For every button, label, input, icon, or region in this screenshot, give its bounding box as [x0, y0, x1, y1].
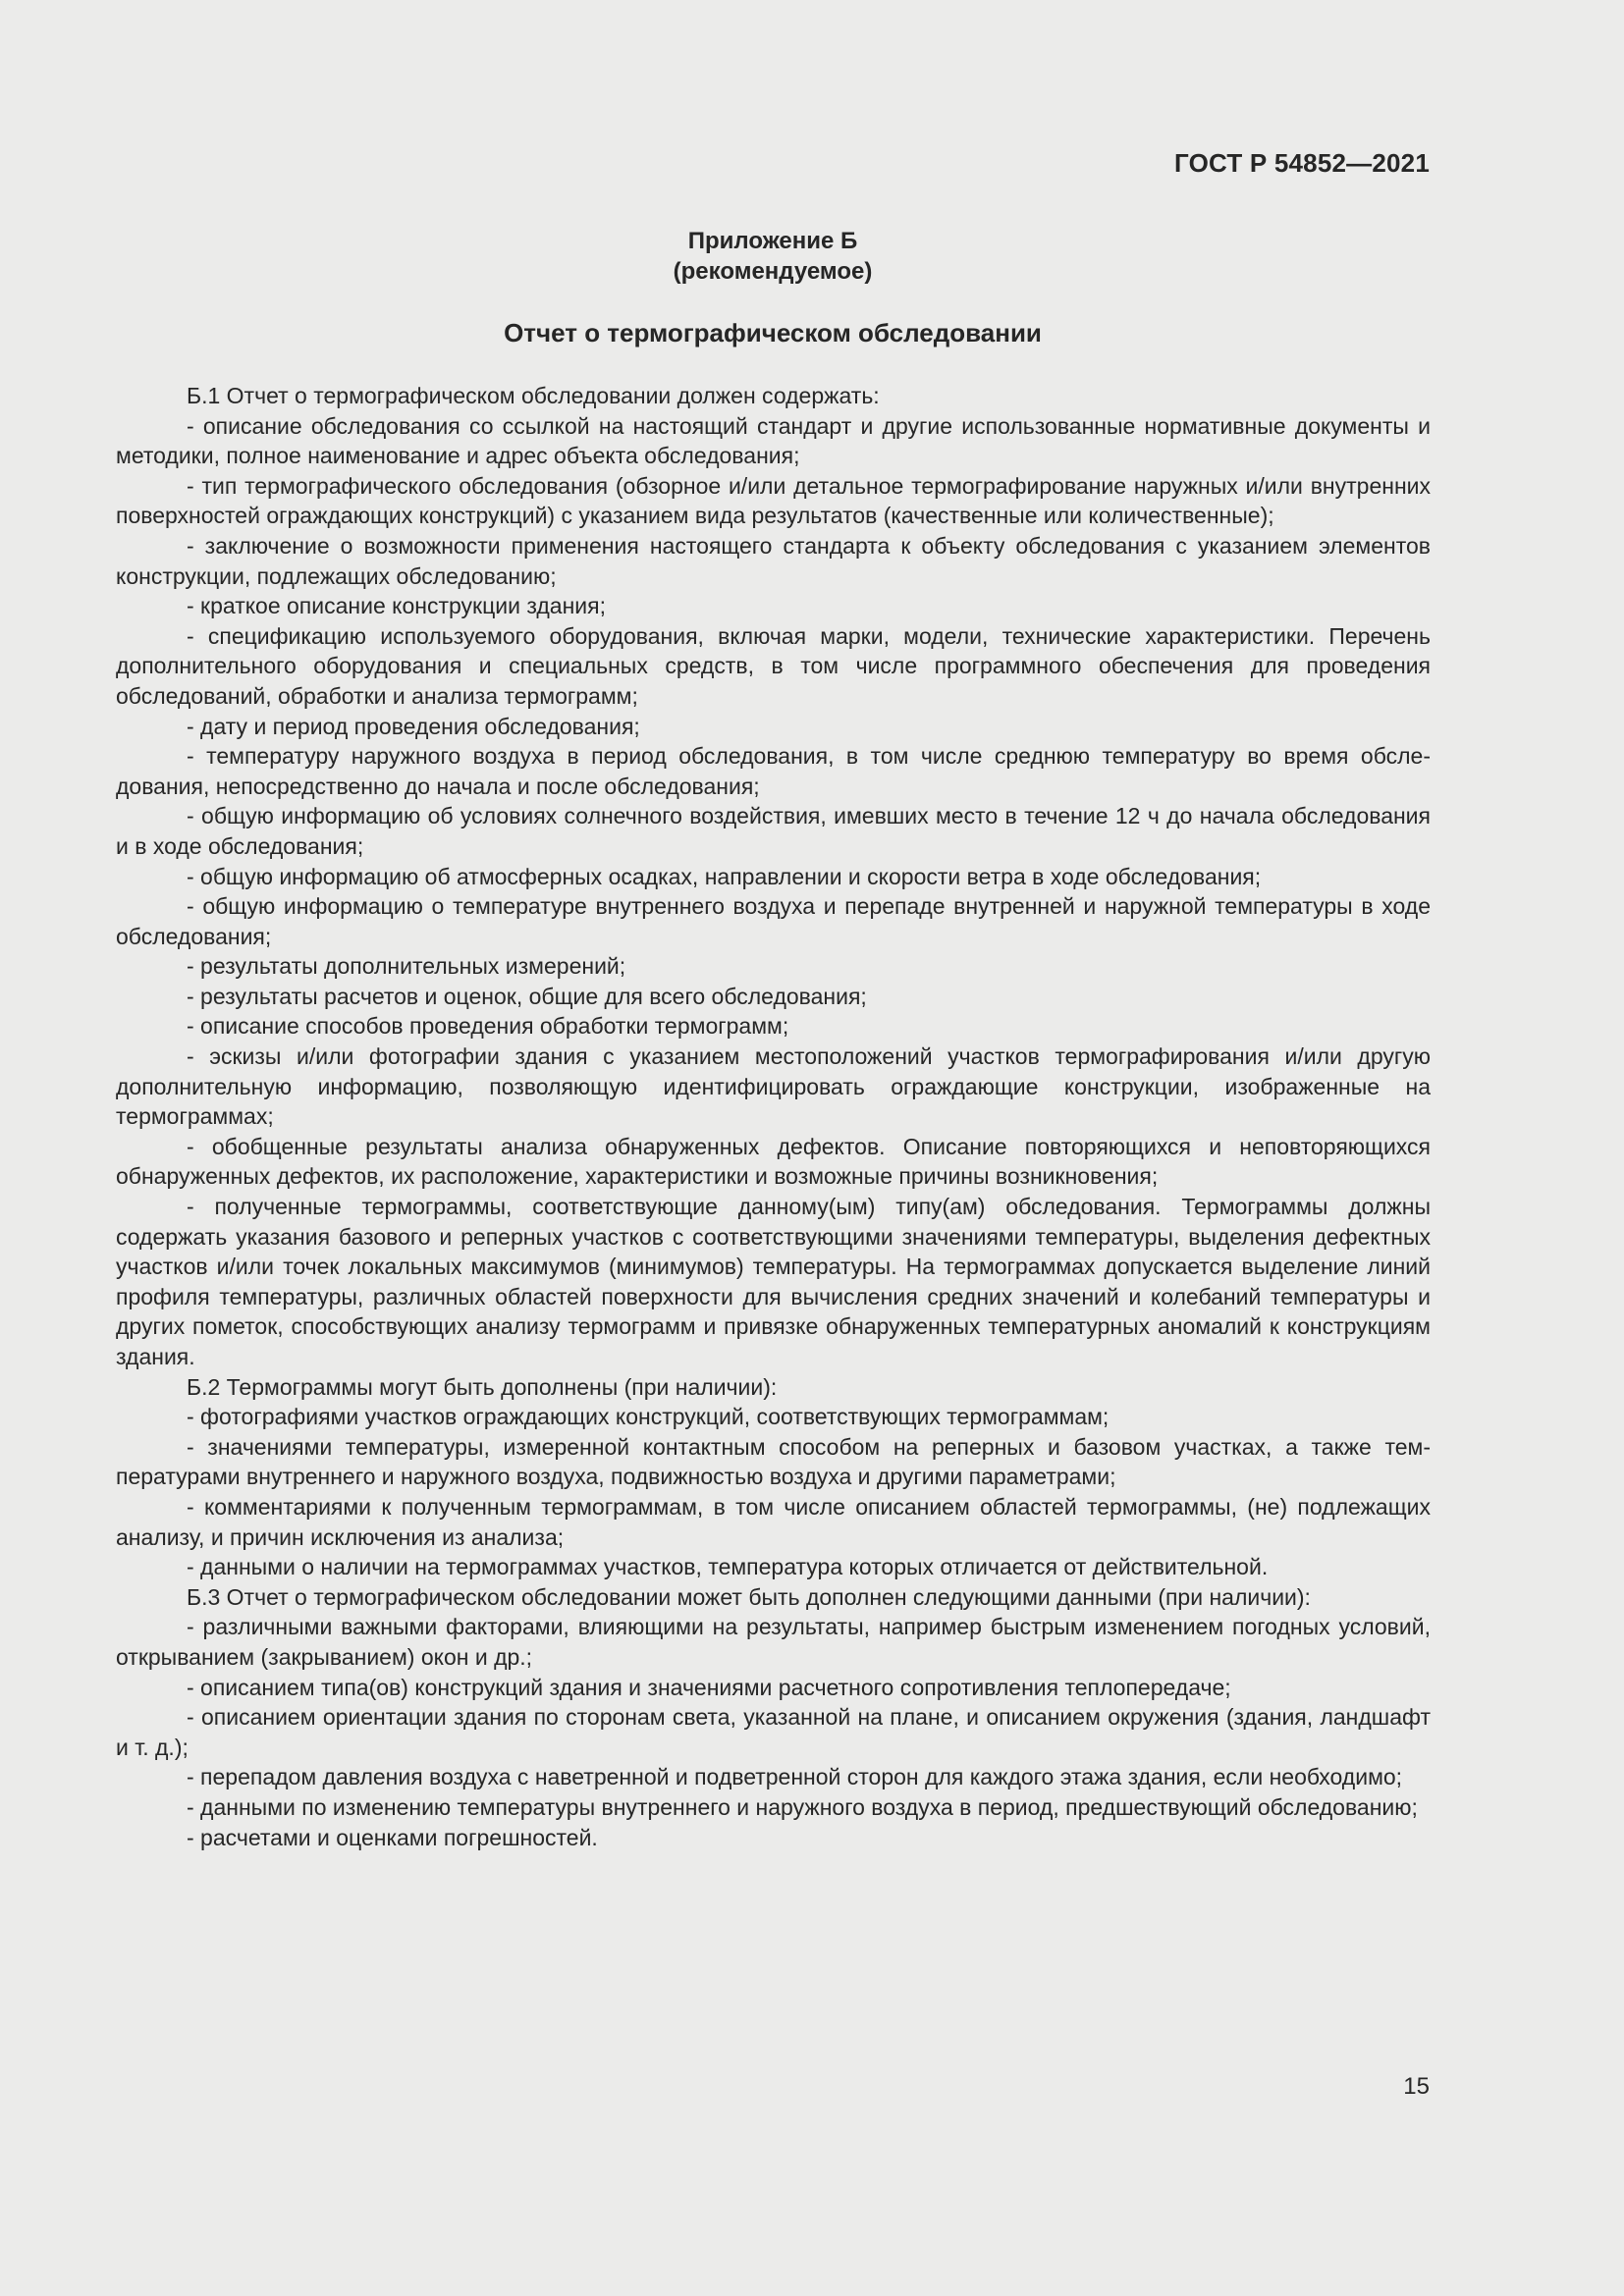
list-item: - данными по изменению температуры внутреннего и наружного воздуха в период, предшествующий обследованию; — [187, 1793, 1418, 1820]
list-item: - описанием типа(ов) конструкций здания и значениями расчетного сопротивления теплопередаче; — [187, 1674, 1231, 1700]
paragraph: Б.2 Термограммы могут быть дополнены (при наличии): — [187, 1373, 778, 1400]
list-item: - перепадом давления воздуха с наветренной и подветренной сторон для каждого этажа здания, если необходимо; — [187, 1764, 1403, 1790]
list-item: - значениями температуры, измеренной контактным способом на реперных и базовом участках, а также температурами внутреннего и наружного воздуха, подвижностью воздуха и другими параметрами; — [116, 1433, 1431, 1490]
list-item: - дату и период проведения обследования; — [187, 713, 640, 739]
list-item: - обобщенные результаты анализа обнаруженных дефектов. Описание повторяющихся и неповторяющихся обнаруженных дефектов, их расположение, характеристики и возможные причины возникновения; — [116, 1133, 1431, 1190]
section-title: Отчет о термографическом обследовании — [504, 318, 1042, 347]
list-item: - заключение о возможности применения настоящего стандарта к объекту обследования с указанием элементов конструкции, подлежащих обследованию; — [116, 532, 1431, 589]
list-item: - краткое описание конструкции здания; — [187, 593, 606, 619]
list-item: - общую информацию об условиях солнечного воздействия, имевших место в течение 12 ч до начала обследования и в ходе обследования; — [116, 803, 1431, 859]
list-item: - тип термографического обследования (обзорное и/или детальное термографирование наружных и/или внутренних поверхностей ограждающих конструкций) с указанием вида результатов (качественные или количественные); — [116, 472, 1431, 529]
list-item: - температуру наружного воздуха в период обследования, в том числе среднюю температуру во время обследования, непосредственно до начала и после обследования; — [116, 743, 1431, 799]
list-item: - эскизы и/или фотографии здания с указанием местоположений участков термографирования и/или другую дополнительную информацию, позволяющую идентифицировать ограждающие конструкции, изображенные на термограммах; — [116, 1043, 1431, 1130]
list-item: - спецификацию используемого оборудования, включая марки, модели, технические характеристики. Перечень дополнительного оборудования и специальных средств, в том числе программного обеспечения для проведения обследований, обработки и анализа термограмм; — [116, 622, 1431, 709]
paragraph: Б.3 Отчет о термографическом обследовании может быть дополнен следующими данными (при наличии): — [187, 1583, 1311, 1610]
paragraph: Б.1 Отчет о термографическом обследовании должен содержать: — [187, 383, 880, 408]
list-item: - результаты дополнительных измерений; — [187, 953, 626, 980]
document-body — [116, 381, 1431, 1852]
list-item: - комментариями к полученным термограммам, в том числе описанием областей термограммы, (не) подлежащих анализу, и причин исключения из анализа; — [116, 1493, 1431, 1550]
list-item: - различными важными факторами, влияющими на результаты, например быстрым изменением погодных условий, открыванием (закрыванием) окон и др.; — [116, 1614, 1431, 1670]
list-item: - описание обследования со ссылкой на настоящий стандарт и другие использованные нормативные документы и методики, полное наименование и адрес объекта обследования; — [116, 412, 1431, 469]
list-item: - общую информацию о температуре внутреннего воздуха и перепаде внутренней и наружной температуры в ходе обследования; — [116, 893, 1431, 949]
list-item: - фотографиями участков ограждающих конструкций, соответствующих термограммам; — [187, 1404, 1110, 1430]
list-item: - данными о наличии на термограммах участков, температура которых отличается от действительной. — [187, 1554, 1269, 1580]
list-item: - описание способов проведения обработки термограмм; — [187, 1013, 789, 1040]
list-item: - расчетами и оценками погрешностей. — [187, 1824, 598, 1850]
list-item: - описанием ориентации здания по сторонам света, указанной на плане, и описанием окружения (здания, ландшафт и т. д.); — [116, 1704, 1431, 1760]
list-item: - общую информацию об атмосферных осадках, направлении и скорости ветра в ходе обследования; — [187, 863, 1262, 889]
appendix-type: (рекомендуемое) — [673, 258, 873, 285]
standard-code: ГОСТ Р 54852—2021 — [1174, 148, 1430, 178]
list-item: - результаты расчетов и оценок, общие для всего обследования; — [187, 983, 867, 1009]
appendix-heading — [0, 226, 1545, 287]
list-item: - полученные термограммы, соответствующие данному(ым) типу(ам) обследования. Термограммы должны содержать указания базового и реперных участков с соответствующими значениями температуры, выделения дефектных участков и/или точек локальных максимумов (минимумов) температуры. На термограммах допускается выделение линий профиля температуры, различных областей поверхности для вычисления средних значений и колебаний температуры и других пометок, способствующих анализу термограмм и привязке обнаруженных температурных аномалий к конструкциям здания. — [116, 1194, 1431, 1369]
page-number: 15 — [1403, 2073, 1430, 2100]
appendix-title: Приложение Б — [687, 228, 858, 254]
